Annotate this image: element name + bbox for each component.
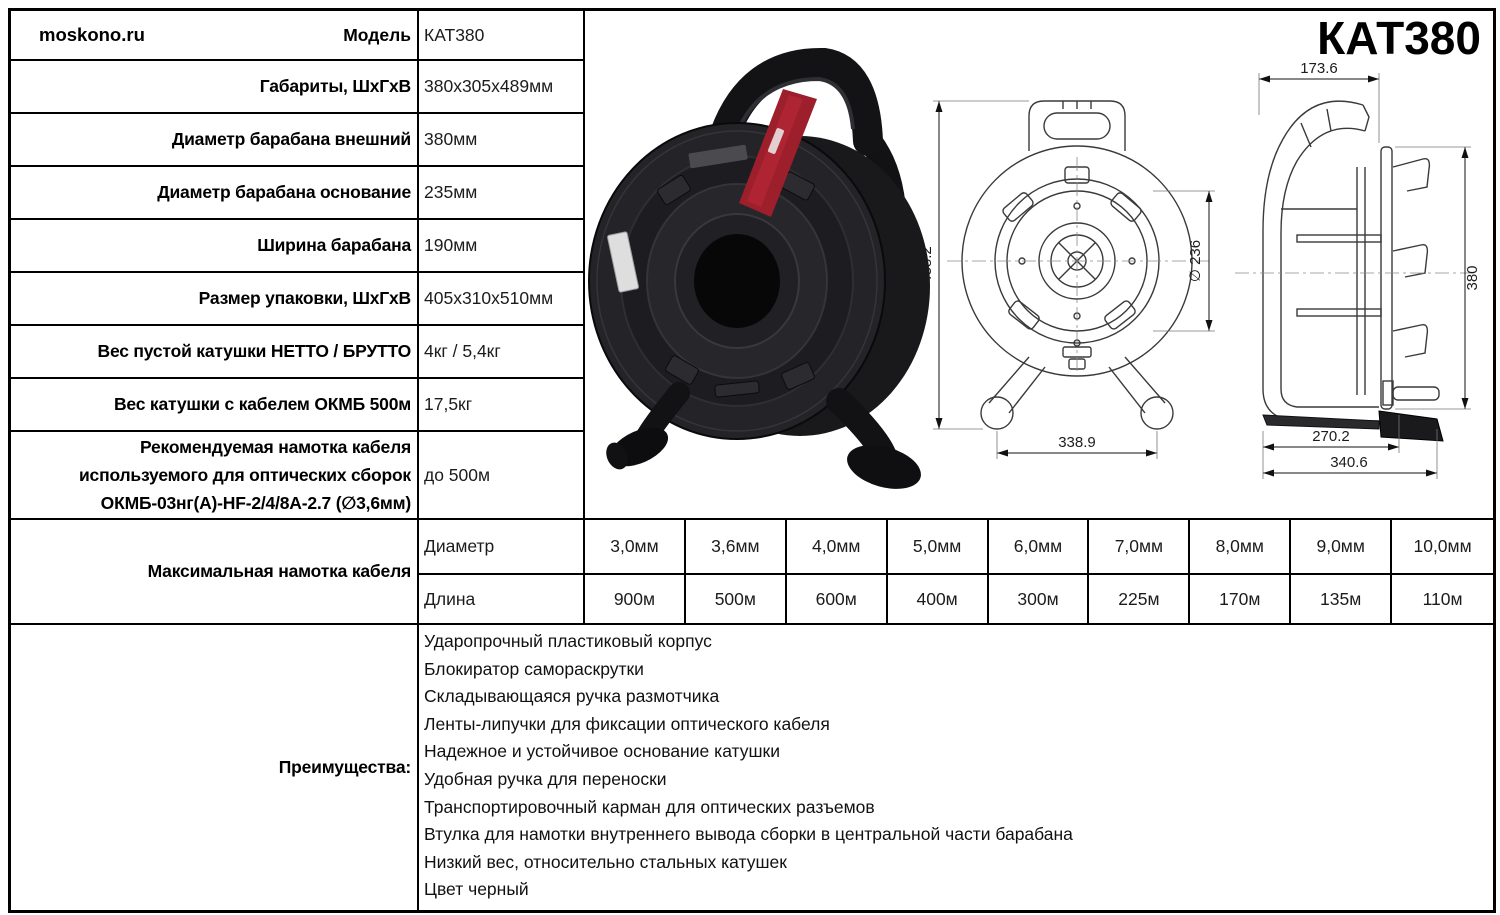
diameter-cell: 3,0мм xyxy=(585,520,686,575)
front-width-dim: 338.9 xyxy=(1058,434,1096,451)
model-label: Модель xyxy=(343,24,411,45)
spec-value: 190мм xyxy=(419,220,585,273)
length-cell: 900м xyxy=(585,575,686,625)
advantage-item: Втулка для намотки внутреннего вывода сборки в центральной части барабана xyxy=(424,824,1073,845)
length-cell: 400м xyxy=(888,575,989,625)
advantage-item: Низкий вес, относительно стальных катушек xyxy=(424,851,787,872)
diameter-cell: 6,0мм xyxy=(989,520,1090,575)
length-cell: 225м xyxy=(1089,575,1190,625)
page-title: КАТ380 xyxy=(1317,12,1481,64)
length-cell: 500м xyxy=(686,575,787,625)
spec-value: до 500м xyxy=(419,432,585,520)
side-top-width-dim: 173.6 xyxy=(1300,60,1338,77)
max-winding-label: Максимальная намотка кабеля xyxy=(11,520,419,625)
advantage-item: Ленты-липучки для фиксации оптического кабеля xyxy=(424,713,830,734)
side-depth-dim: 270.2 xyxy=(1312,428,1350,445)
spec-value: 380мм xyxy=(419,114,585,167)
product-photo xyxy=(587,41,932,511)
advantage-item: Блокиратор самораскрутки xyxy=(424,658,644,679)
diameter-row-label: Диаметр xyxy=(419,520,585,575)
advantage-item: Надежное и устойчивое основание катушки xyxy=(424,741,780,762)
diameter-cell: 3,6мм xyxy=(686,520,787,575)
advantage-item: Складывающаяся ручка размотчика xyxy=(424,686,720,707)
diameter-cell: 4,0мм xyxy=(787,520,888,575)
length-row-label: Длина xyxy=(419,575,585,625)
advantage-item: Удобная ручка для переноски xyxy=(424,768,667,789)
spec-label: Рекомендуемая намотка кабеля используемого для оптических сборок ОКМБ-03нг(А)-HF-2/4/8А-2.7 (∅3,6мм) xyxy=(11,432,419,520)
advantages-list xyxy=(419,625,1493,910)
media-panel xyxy=(585,11,1493,520)
spec-label: Ширина барабана xyxy=(11,220,419,273)
diameter-cell: 7,0мм xyxy=(1089,520,1190,575)
length-cell: 170м xyxy=(1190,575,1291,625)
side-view-drawing xyxy=(1231,59,1485,484)
advantage-item: Транспортировочный карман для оптических разъемов xyxy=(424,796,875,817)
spec-value: 405х310х510мм xyxy=(419,273,585,326)
diameter-cell: 8,0мм xyxy=(1190,520,1291,575)
side-overall-depth-dim: 340.6 xyxy=(1330,454,1368,471)
spec-label: Диаметр барабана основание xyxy=(11,167,419,220)
spec-value: 380х305х489мм xyxy=(419,61,585,114)
spec-label: Вес катушки с кабелем ОКМБ 500м xyxy=(11,379,419,432)
length-cell: 300м xyxy=(989,575,1090,625)
spec-value: 4кг / 5,4кг xyxy=(419,326,585,379)
spec-sheet xyxy=(8,8,1496,913)
spec-label: Диаметр барабана внешний xyxy=(11,114,419,167)
spec-value: 235мм xyxy=(419,167,585,220)
spec-label: Размер упаковки, ШхГхВ xyxy=(11,273,419,326)
spec-value: 17,5кг xyxy=(419,379,585,432)
advantages-label: Преимущества: xyxy=(11,625,419,910)
length-cell: 110м xyxy=(1392,575,1493,625)
front-view-drawing xyxy=(917,71,1227,476)
diameter-cell: 5,0мм xyxy=(888,520,989,575)
diameter-cell: 10,0мм xyxy=(1392,520,1493,575)
side-height-dim: 380 xyxy=(1464,265,1481,291)
brand-logo-text: moskono.ru xyxy=(39,24,145,45)
header-row xyxy=(11,11,419,61)
length-cell: 135м xyxy=(1291,575,1392,625)
spec-label: Вес пустой катушки НЕТТО / БРУТТО xyxy=(11,326,419,379)
advantage-item: Цвет черный xyxy=(424,879,529,900)
model-value: КАТ380 xyxy=(419,11,585,61)
advantage-item: Ударопрочный пластиковый корпус xyxy=(424,631,712,651)
spec-label: Габариты, ШхГхВ xyxy=(11,61,419,114)
front-diameter-dim: ∅ 236 xyxy=(1187,239,1204,283)
length-cell: 600м xyxy=(787,575,888,625)
diameter-cell: 9,0мм xyxy=(1291,520,1392,575)
front-height-dim: 488.2 xyxy=(918,246,935,284)
